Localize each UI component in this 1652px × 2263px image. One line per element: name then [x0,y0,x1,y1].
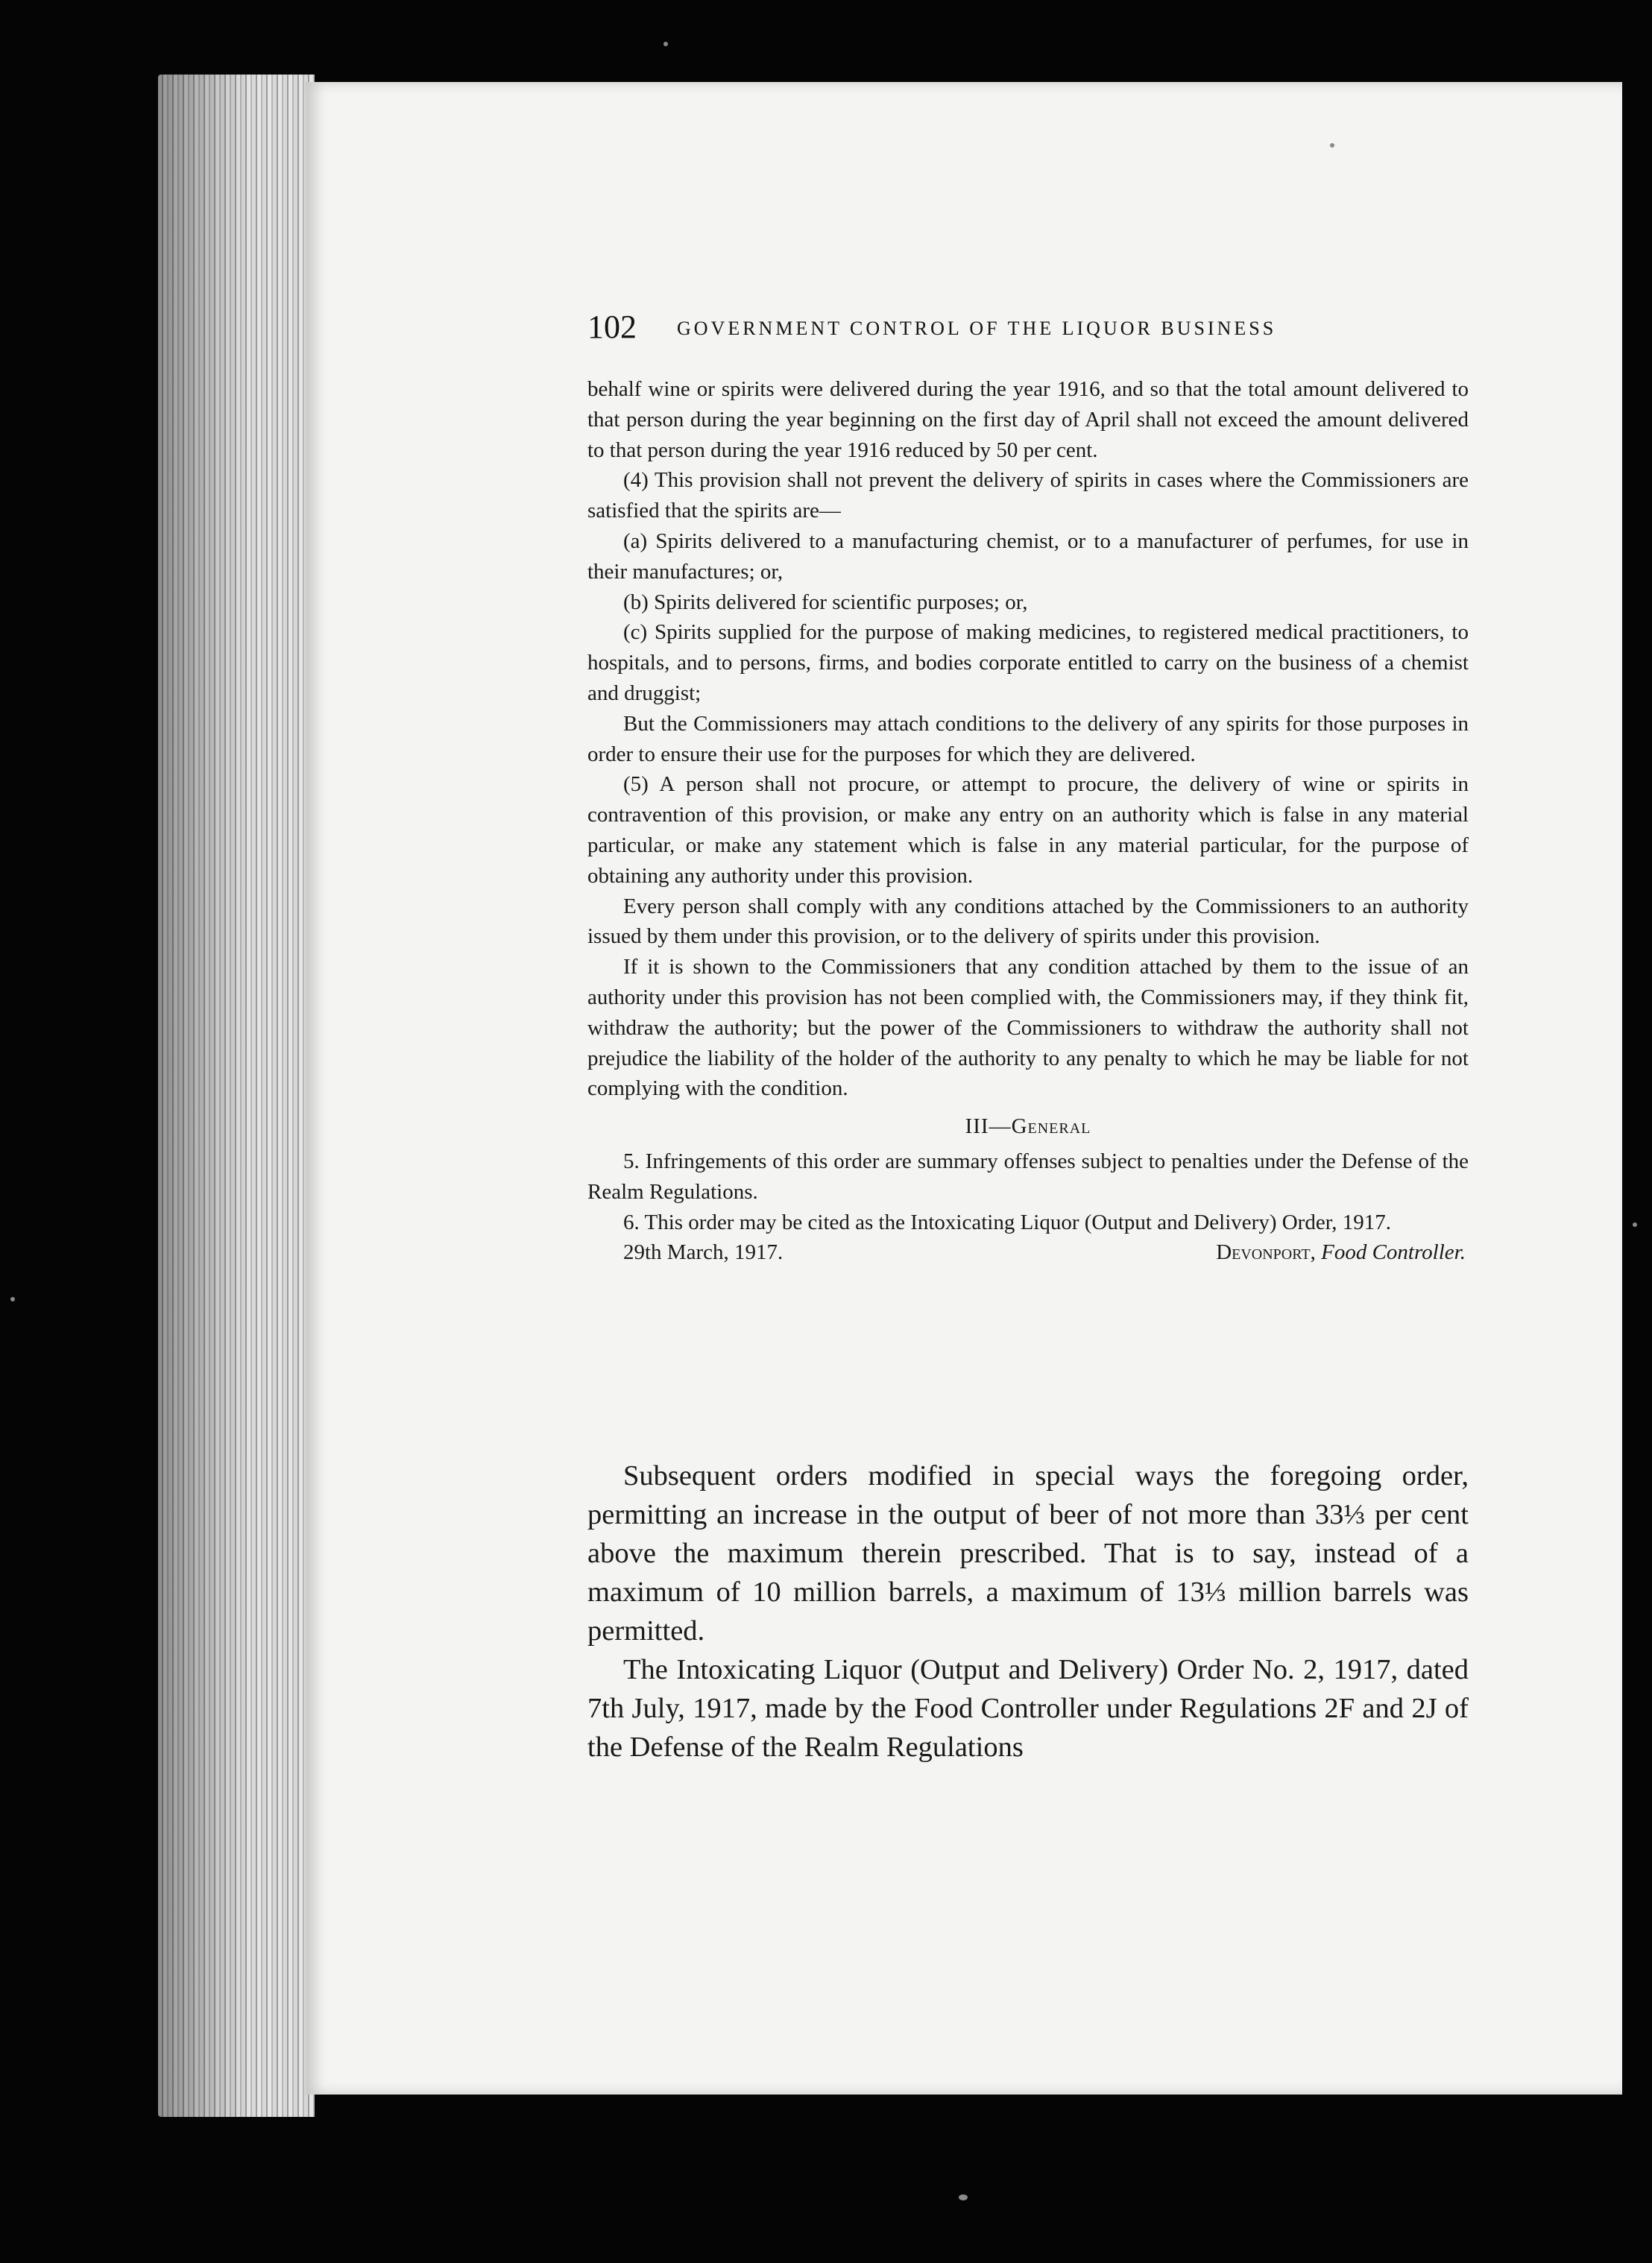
order-paragraph: (a) Spirits delivered to a manufacturing chemist, or to a manufacturer of perfumes, for use in their manufactures; or, [587,528,1469,584]
general-paragraph: 5. Infringements of this order are summary offenses subject to penalties under the Defense of the Realm Regulations. [587,1149,1469,1204]
body-text [587,1456,1469,1767]
body-paragraph: Subsequent orders modified in special ways the foregoing order, permitting an increase in the output of beer of not more than 33⅓ per cent above the maximum therein prescribed. That is to say, instead of a maximum of 10 million barrels, a maximum of 13⅓ million barrels was permitted. [587,1460,1469,1647]
scan-speck [1633,1222,1637,1227]
order-paragraph: behalf wine or spirits were delivered during the year 1916, and so that the total amount delivered to that person during the year beginning on the first day of April shall not exceed the amount delivered to that person during the year 1916 reduced by 50 per cent. [587,377,1469,462]
scan-speck [663,42,668,46]
signer-name: Devonport, [1216,1240,1316,1265]
order-paragraph: (4) This provision shall not prevent the delivery of spirits in cases where the Commissioners are satisfied that the spirits are— [587,468,1469,523]
order-paragraph: Every person shall comply with any conditions attached by the Commissioners to an authority issued by them under this provision, or to the delivery of spirits under this provision. [587,894,1469,949]
signature [1216,1237,1466,1268]
page-number: 102 [587,309,637,345]
page-edge-shadow [158,75,315,2117]
order-excerpt [587,374,1469,1268]
running-title: GOVERNMENT CONTROL OF THE LIQUOR BUSINESS [677,318,1277,339]
signature-line [587,1237,1469,1268]
book-page-edges [158,75,315,2117]
running-head [587,309,1378,346]
order-date: 29th March, 1917. [623,1240,784,1265]
signer-role: Food Controller. [1321,1240,1466,1265]
order-paragraph: But the Commissioners may attach conditions to the delivery of any spirits for those purposes in order to ensure their use for the purposes for which they are delivered. [587,711,1469,766]
order-paragraph: (c) Spirits supplied for the purpose of making medicines, to registered medical practitioners, to hospitals, and to persons, firms, and bodies corporate entitled to carry on the business of a chemist and druggist; [587,620,1469,705]
scan-speck [1330,143,1334,148]
order-paragraph: (b) Spirits delivered for scientific purposes; or, [623,590,1028,614]
order-paragraph: If it is shown to the Commissioners that any condition attached by them to the issue of an authority under this provision has not been complied with, the Commissioners may, if they think fit, withdraw the authority; but the power of the Commissioners to withdraw the authority shall not prejudice the liability of the holder of the authority to any penalty to which he may be liable for not complying with the condition. [587,955,1469,1101]
body-paragraph: The Intoxicating Liquor (Output and Delivery) Order No. 2, 1917, dated 7th July, 1917, made by the Food Controller under Regulations 2F and 2J of the Defense of the Realm Regulations [587,1654,1469,1763]
scan-speck [959,2194,968,2200]
order-paragraph: (5) A person shall not procure, or attempt to procure, the delivery of wine or spirits in contravention of this provision, or make any entry on an authority which is false in any material particular, or make any statement which is false in any material particular, for the purpose of obtaining any authority under this provision. [587,772,1469,888]
scan-speck [10,1297,15,1301]
general-paragraph: 6. This order may be cited as the Intoxicating Liquor (Output and Delivery) Order, 1917. [623,1210,1391,1234]
section-heading: III—General [965,1114,1091,1139]
